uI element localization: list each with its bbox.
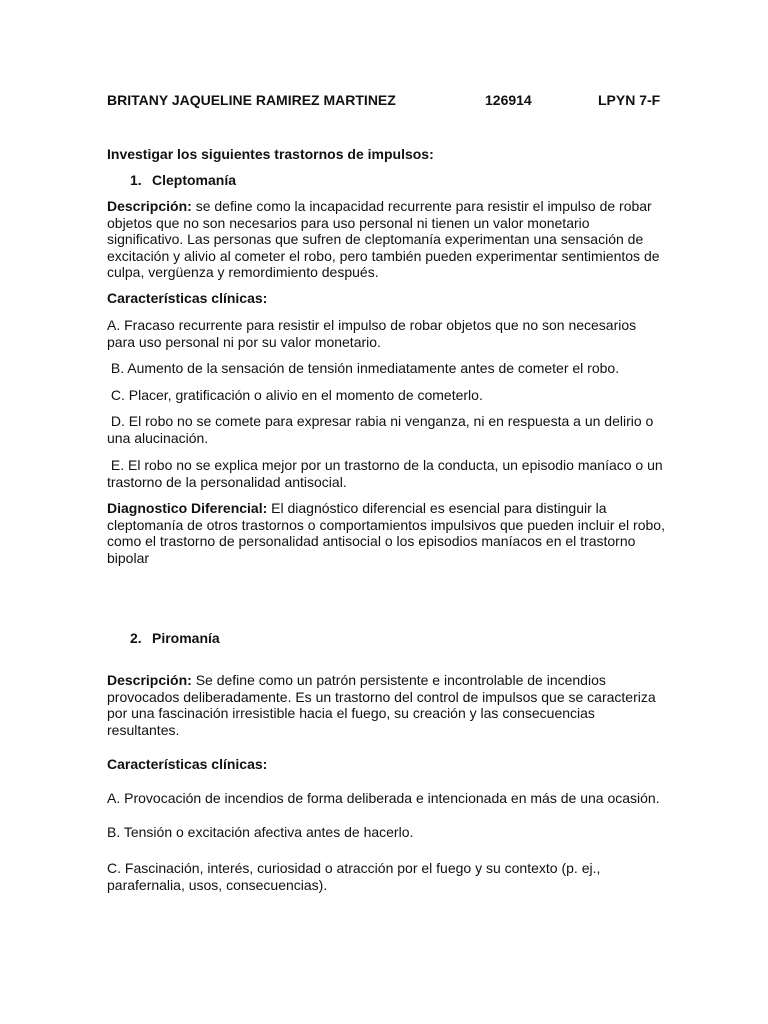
section-2-description-label: Descripción: [107, 672, 192, 688]
section-1-diagnosis-text: El diagnóstico diferencial es esencial para distinguir la cleptomanía de otros trastornos o comportamientos impulsivos que pueden incluir el robo, como el trastorno de personalidad antisocial o los episodios maníacos en el trastorno bipolar [107, 500, 665, 566]
section-2-title [130, 630, 220, 646]
section-1-title [130, 172, 236, 188]
section-2-description-text: Se define como un patrón persistente e incontrolable de incendios provocados deliberadamente. Es un trastorno del control de impulsos que se caracteriza por una fascinación irresistible hacia el fuego, su creación y las consecuencias resultantes. [107, 672, 656, 738]
section-1-feature-e: E. El robo no se explica mejor por un trastorno de la conducta, un episodio maníaco o un trastorno de la personalidad antisocial. [107, 457, 667, 490]
section-1-title-text: Cleptomanía [152, 172, 237, 188]
section-1-description [107, 198, 667, 281]
section-1-description-label: Descripción: [107, 198, 192, 214]
student-id: 126914 [485, 92, 532, 108]
section-1-number: 1. [130, 172, 142, 188]
section-2-feature-b: B. Tensión o excitación afectiva antes de hacerlo. [107, 824, 414, 840]
section-1-feature-a: A. Fracaso recurrente para resistir el impulso de robar objetos que no son necesarios para uso personal ni por su valor monetario. [107, 317, 637, 350]
section-1-feature-b: B. Aumento de la sensación de tensión inmediatamente antes de cometer el robo. [107, 360, 620, 376]
section-2-title-text: Piromanía [152, 630, 220, 646]
section-1-description-text: se define como la incapacidad recurrente para resistir el impulso de robar objetos que no son necesarios para uso personal ni tienen un valor monetario significativo. Las personas que sufren de cleptomanía experimentan una sensación de excitación y alivio al cometer el robo, pero también pueden experimentar sentimientos de culpa, vergüenza y remordimiento después. [107, 198, 660, 280]
section-2-number: 2. [130, 630, 142, 646]
section-1-diagnosis-label: Diagnostico Diferencial: [107, 500, 268, 516]
section-2-feature-a: A. Provocación de incendios de forma deliberada e intencionada en más de una ocasión. [107, 790, 660, 806]
intro-heading: Investigar los siguientes trastornos de impulsos: [107, 146, 434, 162]
section-2-features-title: Características clínicas: [107, 756, 268, 772]
section-2-feature-c: C. Fascinación, interés, curiosidad o atracción por el fuego y su contexto (p. ej., parafernalia, usos, consecuencias). [107, 860, 601, 893]
section-1-features-title: Características clínicas: [107, 290, 268, 306]
section-1-feature-d: D. El robo no se comete para expresar rabia ni venganza, ni en respuesta a un delirio o una alucinación. [107, 413, 658, 446]
student-group: LPYN 7-F [598, 92, 661, 108]
section-1-diagnosis [107, 500, 667, 566]
student-name: BRITANY JAQUELINE RAMIREZ MARTINEZ [107, 92, 396, 108]
section-1-feature-c: C. Placer, gratificación o alivio en el momento de cometerlo. [107, 387, 483, 403]
section-2-description [107, 672, 667, 738]
